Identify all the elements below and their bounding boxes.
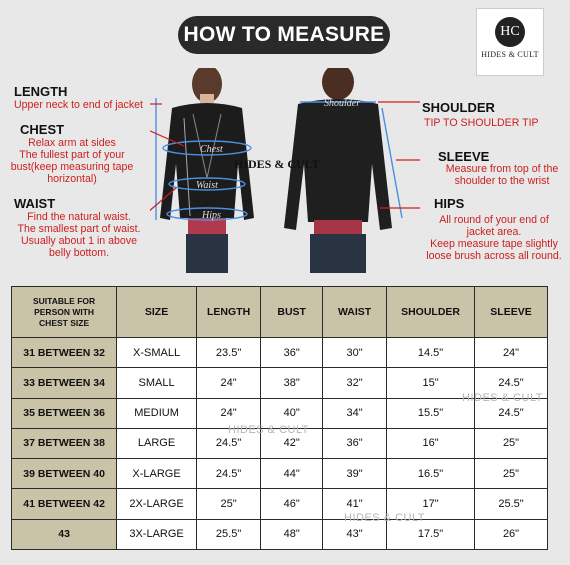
col-header-chest-size: SUITABLE FOR PERSON WITH CHEST SIZE — [12, 287, 117, 338]
cell-sleeve: 24" — [475, 338, 548, 368]
cell-bust: 44" — [261, 459, 323, 489]
watermark: HIDES & CULT — [462, 392, 543, 404]
col-header-length: LENGTH — [196, 287, 260, 338]
cell-sleeve: 26" — [475, 519, 548, 549]
cell-chest: 39 BETWEEN 40 — [12, 459, 117, 489]
cell-shoulder: 15.5" — [387, 398, 475, 428]
cell-shoulder: 16.5" — [387, 459, 475, 489]
shoulder-label: SHOULDER — [422, 100, 495, 115]
sleeve-desc: Measure from top of the shoulder to the wrist — [445, 163, 559, 187]
waist-label: WAIST — [14, 196, 56, 211]
cell-length: 23.5" — [196, 338, 260, 368]
table-row — [12, 459, 548, 489]
cell-sleeve: 25" — [475, 459, 548, 489]
cell-size: 2X-LARGE — [117, 489, 197, 519]
shoulder-photo-label: Shoulder — [324, 98, 361, 109]
cell-bust: 42" — [261, 428, 323, 458]
cell-length: 25.5" — [196, 519, 260, 549]
chest-photo-label: Chest — [200, 144, 223, 155]
chest-desc: Relax arm at sides The fullest part of your bust(keep measuring tape horizontal) — [10, 137, 134, 185]
cell-length: 24.5" — [196, 428, 260, 458]
chest-label: CHEST — [20, 122, 65, 137]
cell-size: 3X-LARGE — [117, 519, 197, 549]
cell-shoulder: 17.5" — [387, 519, 475, 549]
cell-waist: 36" — [323, 428, 387, 458]
col-header-shoulder: SHOULDER — [387, 287, 475, 338]
cell-shoulder: 16" — [387, 428, 475, 458]
cell-bust: 48" — [261, 519, 323, 549]
watermark: HIDES & CULT — [344, 512, 425, 524]
brand-overlay: HIDES & CULT — [234, 157, 320, 171]
cell-shoulder: 15" — [387, 368, 475, 398]
cell-bust: 40" — [261, 398, 323, 428]
cell-waist: 32" — [323, 368, 387, 398]
cell-length: 24" — [196, 368, 260, 398]
length-desc: Upper neck to end of jacket — [14, 99, 143, 111]
table-header-row — [12, 287, 548, 338]
cell-size: LARGE — [117, 428, 197, 458]
cell-shoulder: 14.5" — [387, 338, 475, 368]
cell-length: 24.5" — [196, 459, 260, 489]
cell-chest: 33 BETWEEN 34 — [12, 368, 117, 398]
col-header-bust: BUST — [261, 287, 323, 338]
table-row — [12, 519, 548, 549]
logo-name: HIDES & CULT — [481, 50, 539, 59]
col-header-waist: WAIST — [323, 287, 387, 338]
size-chart-table — [11, 286, 548, 550]
hips-label: HIPS — [434, 196, 465, 211]
shoulder-desc: TIP TO SHOULDER TIP — [424, 117, 539, 129]
cell-bust: 36" — [261, 338, 323, 368]
col-header-sleeve: SLEEVE — [475, 287, 548, 338]
col-header-size: SIZE — [117, 287, 197, 338]
cell-chest: 43 — [12, 519, 117, 549]
cell-length: 24" — [196, 398, 260, 428]
cell-bust: 46" — [261, 489, 323, 519]
cell-size: X-LARGE — [117, 459, 197, 489]
hips-desc: All round of your end of jacket area. Keep measure tape slightly loose brush across all round. — [426, 214, 562, 262]
cell-chest: 35 BETWEEN 36 — [12, 398, 117, 428]
jacket-photos — [150, 68, 420, 273]
cell-sleeve: 25.5" — [475, 489, 548, 519]
table-row — [12, 338, 548, 368]
waist-desc: Find the natural waist. The smallest part of waist. Usually about 1 in above belly bottom. — [17, 211, 141, 259]
cell-waist: 34" — [323, 398, 387, 428]
cell-sleeve: 25" — [475, 428, 548, 458]
table-row — [12, 489, 548, 519]
cell-sleeve: 24.5" — [475, 398, 548, 428]
waist-photo-label: Waist — [196, 180, 218, 191]
cell-waist: 41" — [323, 489, 387, 519]
cell-shoulder: 17" — [387, 489, 475, 519]
cell-waist: 43" — [323, 519, 387, 549]
cell-waist: 30" — [323, 338, 387, 368]
cell-chest: 31 BETWEEN 32 — [12, 338, 117, 368]
cell-chest: 37 BETWEEN 38 — [12, 428, 117, 458]
logo-mark: HC — [495, 17, 525, 47]
hips-photo-label: Hips — [202, 210, 221, 221]
length-label: LENGTH — [14, 84, 68, 99]
cell-size: SMALL — [117, 368, 197, 398]
sleeve-label: SLEEVE — [438, 149, 490, 164]
cell-size: MEDIUM — [117, 398, 197, 428]
cell-bust: 38" — [261, 368, 323, 398]
cell-chest: 41 BETWEEN 42 — [12, 489, 117, 519]
watermark: HIDES & CULT — [228, 424, 309, 436]
cell-waist: 39" — [323, 459, 387, 489]
cell-length: 25" — [196, 489, 260, 519]
cell-sleeve: 24.5" — [475, 368, 548, 398]
page-title: HOW TO MEASURE — [178, 16, 390, 54]
brand-logo — [476, 8, 544, 76]
cell-size: X-SMALL — [117, 338, 197, 368]
